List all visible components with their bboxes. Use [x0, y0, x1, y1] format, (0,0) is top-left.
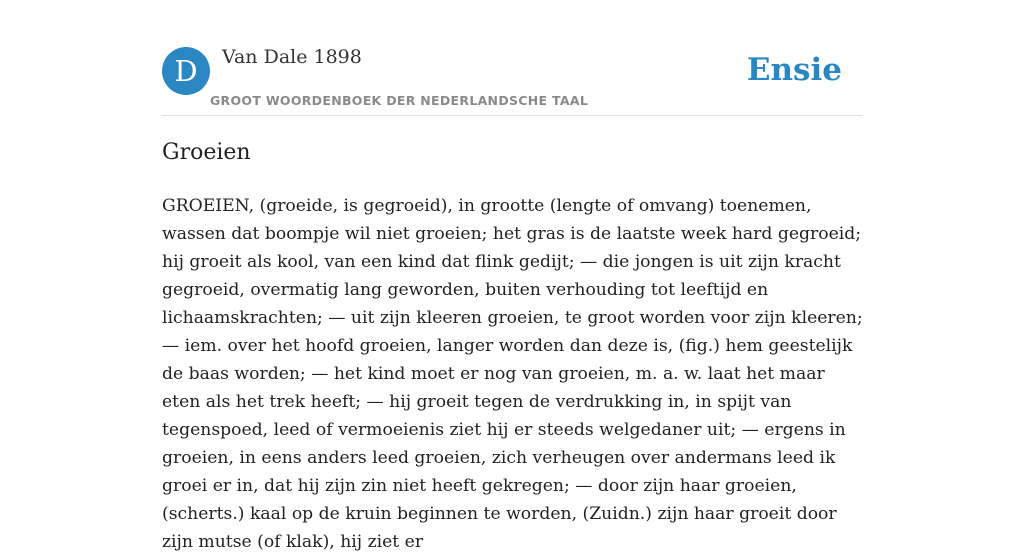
header — [162, 46, 862, 116]
dictionary-title[interactable]: Van Dale 1898 — [222, 46, 362, 68]
brand-logo[interactable]: Ensie — [746, 52, 842, 88]
header-divider — [162, 115, 862, 116]
dictionary-logo[interactable]: D — [162, 47, 210, 95]
entry-definition: GROEIEN, (groeide, is gegroeid), in grootte (lengte of omvang) toenemen, wassen dat boompje wil niet groeien; het gras is de laatste week hard gegroeid; hij groeit als kool, van een kind dat flink gedijt; — die jongen is uit zijn kracht gegroeid, overmatig lang geworden, buiten verhouding tot leeftijd en lichaamskrachten; — uit zijn kleeren groeien, te groot worden voor zijn kleeren; — iem. over het hoofd groeien, langer worden dan deze is, (fig.) hem geestelijk de baas worden; — het kind moet er nog van groeien, m. a. w. laat het maar eten als het trek heeft; — hij groeit tegen de verdrukking in, in spijt van tegenspoed, leed of vermoeienis ziet hij er steeds welgedaner uit; — ergens in groeien, in eens anders leed groeien, zich verheugen over andermans leed ik groei er in, dat hij zijn zin niet heeft gekregen; — door zijn haar groeien, (scherts.) kaal op de kruin beginnen te worden, (Zuidn.) zijn haar groeit door zijn mutse (of klak), hij ziet er — [162, 196, 863, 552]
dictionary-subtitle: GROOT WOORDENBOEK DER NEDERLANDSCHE TAAL — [210, 93, 589, 108]
entry-headword: Groeien — [162, 140, 251, 165]
